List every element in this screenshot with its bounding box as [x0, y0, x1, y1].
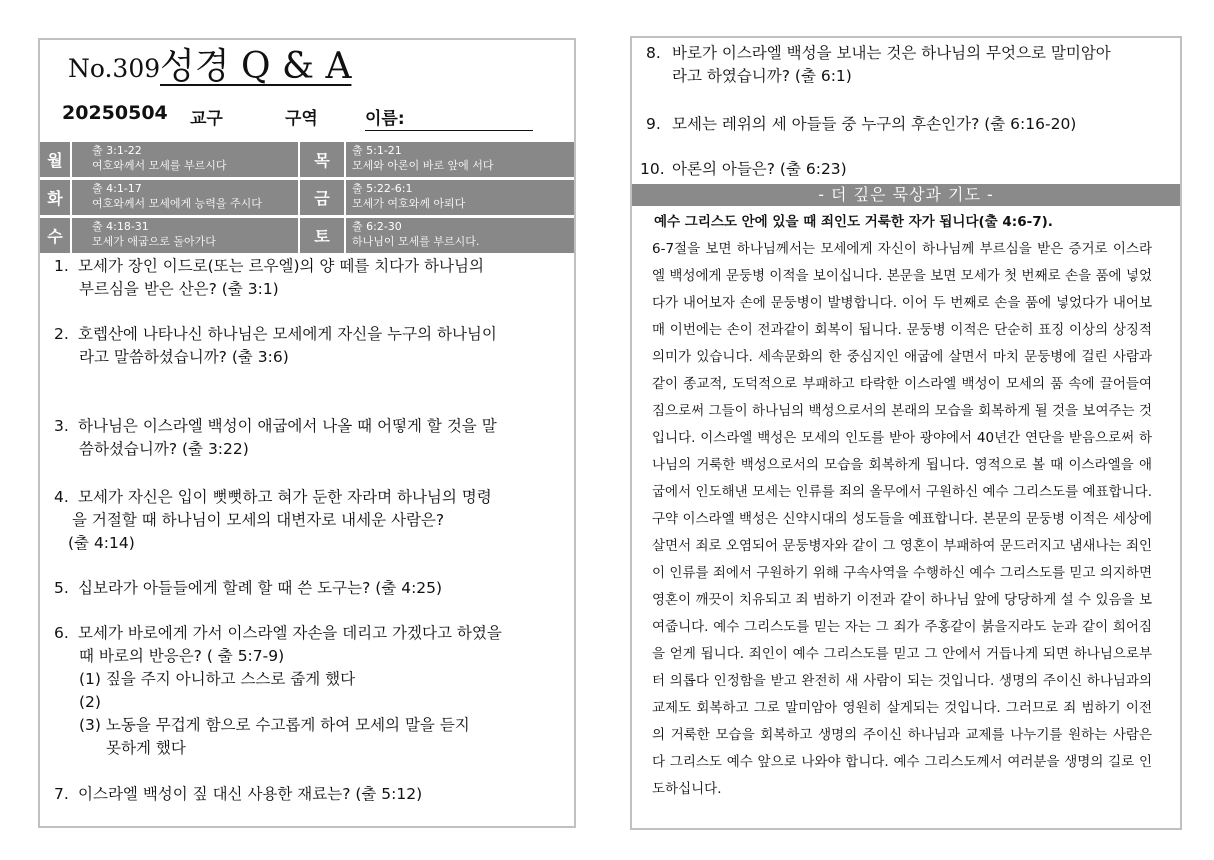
- schedule-desc: 여호와께서 모세를 부르시다: [92, 159, 227, 172]
- issue-number: No.309: [68, 54, 161, 83]
- schedule-cell: [346, 142, 574, 177]
- schedule-desc: 모세가 여호와께 아뢰다: [352, 197, 466, 210]
- question-text: (출 4:14): [68, 534, 135, 552]
- question-number: 2.: [54, 325, 69, 343]
- question-text: 모세가 자신은 입이 뻣뻣하고 혀가 둔한 자라며 하나님의 명령: [78, 488, 492, 506]
- question-number: 6.: [54, 624, 69, 642]
- question-9: [646, 113, 1181, 136]
- question-text: 하나님은 이스라엘 백성이 애굽에서 나올 때 어떻게 할 것을 말: [78, 417, 497, 435]
- schedule-row: [40, 179, 574, 217]
- question-2: [54, 323, 574, 369]
- question-number: 9.: [646, 115, 661, 133]
- schedule-row: [40, 217, 574, 255]
- schedule-desc: 모세와 아론이 바로 앞에 서다: [352, 159, 494, 172]
- guyeok-label: 구역: [285, 109, 318, 129]
- question-number: 7.: [54, 785, 69, 803]
- question-4: [54, 486, 574, 555]
- answer-option: (3) 노동을 무겁게 함으로 수고롭게 하여 모세의 말을 듣지: [79, 716, 470, 734]
- schedule-ref: 출 4:1-17: [92, 182, 142, 195]
- schedule-cell: [72, 180, 298, 215]
- answer-option: (2): [79, 693, 101, 711]
- name-label: 이름:: [365, 104, 533, 131]
- left-page: [38, 38, 576, 828]
- question-text: 이스라엘 백성이 짚 대신 사용한 재료는? (출 5:12): [78, 785, 423, 803]
- schedule-cell: [72, 218, 298, 253]
- meditation-body: 6-7절을 보면 하나님께서는 모세에게 자신이 하나님께 부르심을 받은 증거로 이스라엘 백성에게 문둥병 이적을 보이십니다. 본문을 보면 모세가 첫 번째로 손을 품에 넣었다가 내어보자 손에 문둥병이 발병합니다. 이어 두 번째로 손을 품에 넣었다가 내어보매 이번에는 손이 전과같이 회복이 됩니다. 문둥병 이적은 단순히 표징 이상의 상징적 의미가 있습니다. 세속문화의 한 중심지인 애굽에 살면서 마치 문둥병에 걸린 사람과 같이 종교적, 도덕적으로 부패하고 타락한 이스라엘 백성이 모세의 품 속에 끌어들여짐으로써 그들이 하나님의 백성으로서의 본래의 모습을 회복하게 될 것을 보여주는 것입니다. 이스라엘 백성은 모세의 인도를 받아 광야에서 40년간 연단을 받음으로써 하나님의 거룩한 백성으로서의 모습을 회복하게 됩니다. 영적으로 볼 때 이스라엘을 애굽에서 인도해낸 모세는 인류를 죄의 올무에서 구원하신 예수 그리스도를 예표합니다. 구약 이스라엘 백성은 신약시대의 성도들을 예표합니다. 본문의 문둥병 이적은 세상에 살면서 죄로 오염되어 문둥병자와 같이 그 영혼이 부패하여 문드러지고 냄새나는 죄인이 인류를 죄에서 구원하기 위해 구속사역을 수행하신 예수 그리스도를 믿고 의지하면 영혼이 깨끗이 치유되고 죄 범하기 이전과 같이 하나님 앞에 당당하게 설 수 있음을 보여줍니다. 예수 그리스도를 믿는 자는 그 죄가 주홍같이 붉을지라도 눈과 같이 희어짐을 얻게 됩니다. 죄인이 예수 그리스도를 믿고 그 안에서 거듭나게 되면 하나님으로부터 의롭다 인정함을 받고 완전히 새 사람이 되는 것입니다. 생명의 주이신 하나님과의 교제도 회복하고 그로 말미암아 영원히 살게되는 것입니다. 그러므로 죄 범하기 이전의 거룩한 모습을 회복하고 생명의 주이신 하나님과 교제를 나누기를 원하는 사람은 다 그리스도 예수 앞으로 나와야 합니다. 예수 그리스도께서 여러분을 생명의 길로 인도하십니다.: [652, 241, 1152, 797]
- gyogu-label: 교구: [190, 109, 223, 129]
- schedule-day: 토: [300, 218, 344, 253]
- question-number: 5.: [54, 579, 69, 597]
- schedule-row: [40, 141, 574, 179]
- schedule-desc: 하나님이 모세를 부르시다.: [352, 235, 480, 248]
- schedule-desc: 여호와께서 모세에게 능력을 주시다: [92, 197, 262, 210]
- question-text: 모세가 바로에게 가서 이스라엘 자손을 데리고 가겠다고 하였을: [78, 624, 502, 642]
- question-text: 부르심을 받은 산은? (출 3:1): [79, 280, 279, 298]
- answer-option: 못하게 했다: [106, 739, 186, 757]
- question-text: 아론의 아들은? (출 6:23): [672, 160, 847, 178]
- question-6: [54, 622, 574, 760]
- schedule-cell: [72, 142, 298, 177]
- schedule-day: 월: [40, 142, 70, 177]
- page-title: 성경 Q & A: [160, 46, 352, 87]
- question-7: [54, 783, 574, 806]
- schedule-day: 수: [40, 218, 70, 253]
- question-number: 10.: [640, 160, 665, 178]
- question-text: 모세는 레위의 세 아들들 중 누구의 후손인가? (출 6:16-20): [672, 115, 1077, 133]
- schedule-day: 목: [300, 142, 344, 177]
- question-number: 1.: [54, 257, 69, 275]
- date: 20250504: [62, 102, 168, 124]
- question-text: 라고 하였습니까? (출 6:1): [672, 67, 852, 85]
- question-number: 8.: [646, 44, 661, 62]
- schedule-day: 화: [40, 180, 70, 215]
- question-text: 십보라가 아들들에게 할례 할 때 쓴 도구는? (출 4:25): [78, 579, 443, 597]
- question-3: [54, 415, 574, 461]
- question-number: 3.: [54, 417, 69, 435]
- question-number: 4.: [54, 488, 69, 506]
- question-5: [54, 577, 574, 600]
- schedule-desc: 모세가 애굽으로 돌아가다: [92, 235, 216, 248]
- schedule-day: 금: [300, 180, 344, 215]
- reading-schedule: [40, 141, 574, 255]
- question-text: 을 거절할 때 하나님이 모세의 대변자로 내세운 사람은?: [72, 511, 445, 529]
- schedule-ref: 출 6:2-30: [352, 220, 402, 233]
- schedule-ref: 출 4:18-31: [92, 220, 149, 233]
- question-text: 호렙산에 나타나신 하나님은 모세에게 자신을 누구의 하나님이: [78, 325, 497, 343]
- schedule-ref: 출 3:1-22: [92, 144, 142, 157]
- question-text: 씀하셨습니까? (출 3:22): [79, 440, 249, 458]
- question-8: [646, 42, 1181, 88]
- meditation-header: - 더 깊은 묵상과 기도 -: [632, 184, 1180, 206]
- question-1: [54, 255, 574, 301]
- question-text: 바로가 이스라엘 백성을 보내는 것은 하나님의 무엇으로 말미암아: [672, 44, 1111, 62]
- question-text: 때 바로의 반응은? ( 출 5:7-9): [79, 647, 285, 665]
- schedule-ref: 출 5:1-21: [352, 144, 402, 157]
- answer-option: (1) 짚을 주지 아니하고 스스로 줍게 했다: [79, 670, 356, 688]
- schedule-cell: [346, 180, 574, 215]
- question-10: [640, 158, 1175, 181]
- meditation-title: 예수 그리스도 안에 있을 때 죄인도 거룩한 자가 됩니다(출 4:6-7).: [654, 214, 1053, 230]
- question-text: 라고 말씀하셨습니까? (출 3:6): [79, 348, 289, 366]
- schedule-cell: [346, 218, 574, 253]
- right-page: [630, 36, 1182, 830]
- question-text: 모세가 장인 이드로(또는 르우엘)의 양 떼를 치다가 하나님의: [78, 257, 484, 275]
- schedule-ref: 출 5:22-6:1: [352, 182, 413, 195]
